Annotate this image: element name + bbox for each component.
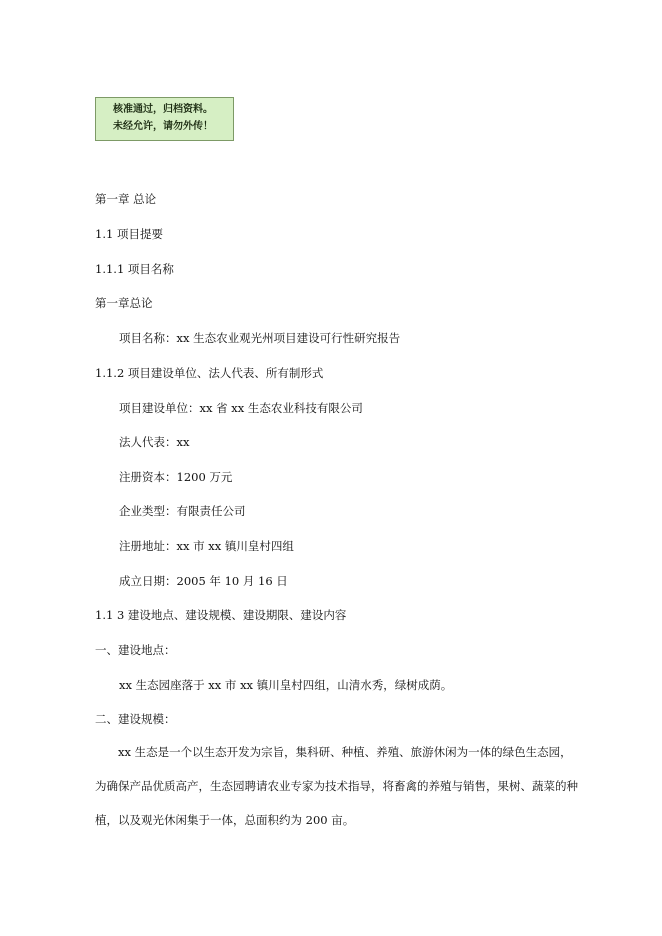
list-heading: 一、建设地点：: [95, 643, 176, 657]
establishment-date: 成立日期：2005 年 10 月 16 日: [119, 574, 288, 588]
registered-capital: 注册资本：1200 万元: [119, 470, 233, 484]
stamp-line-2: 未经允许，请勿外传！: [113, 121, 213, 132]
approval-stamp: [95, 97, 234, 141]
legal-representative: 法人代表：xx: [119, 435, 190, 449]
section-heading: 1.1 项目提要: [95, 227, 163, 241]
list-heading: 二、建设规模：: [95, 712, 176, 726]
chapter-title: 第一章总论: [95, 296, 153, 310]
subsection-heading: 1.1.1 项目名称: [95, 262, 174, 276]
scale-paragraph-text: xx 生态是一个以生态开发为宗旨，集科研、种植、养殖、旅游休闲为一体的绿色生态园，为确保产品优质高产，生态园聘请农业专家为技术指导，将畜禽的养殖与销售，果树、蔬菜的种植，以及观光休闲集于一体，总面积约为 200 亩。: [95, 745, 578, 827]
enterprise-type: 企业类型：有限责任公司: [119, 504, 246, 518]
project-name: 项目名称：xx 生态农业观光州项目建设可行性研究报告: [119, 331, 401, 345]
scale-paragraph: [95, 735, 579, 837]
chapter-heading: 第一章 总论: [95, 192, 157, 206]
subsection-heading: 1.1 3 建设地点、建设规模、建设期限、建设内容: [95, 608, 347, 622]
construction-unit: 项目建设单位：xx 省 xx 生态农业科技有限公司: [119, 401, 363, 415]
stamp-line-1: 核准通过，归档资料。: [113, 104, 213, 115]
subsection-heading: 1.1.2 项目建设单位、法人代表、所有制形式: [95, 366, 324, 380]
location-text: xx 生态园座落于 xx 市 xx 镇川皇村四组，山清水秀，绿树成荫。: [119, 678, 453, 692]
registered-address: 注册地址：xx 市 xx 镇川皇村四组: [119, 539, 294, 553]
